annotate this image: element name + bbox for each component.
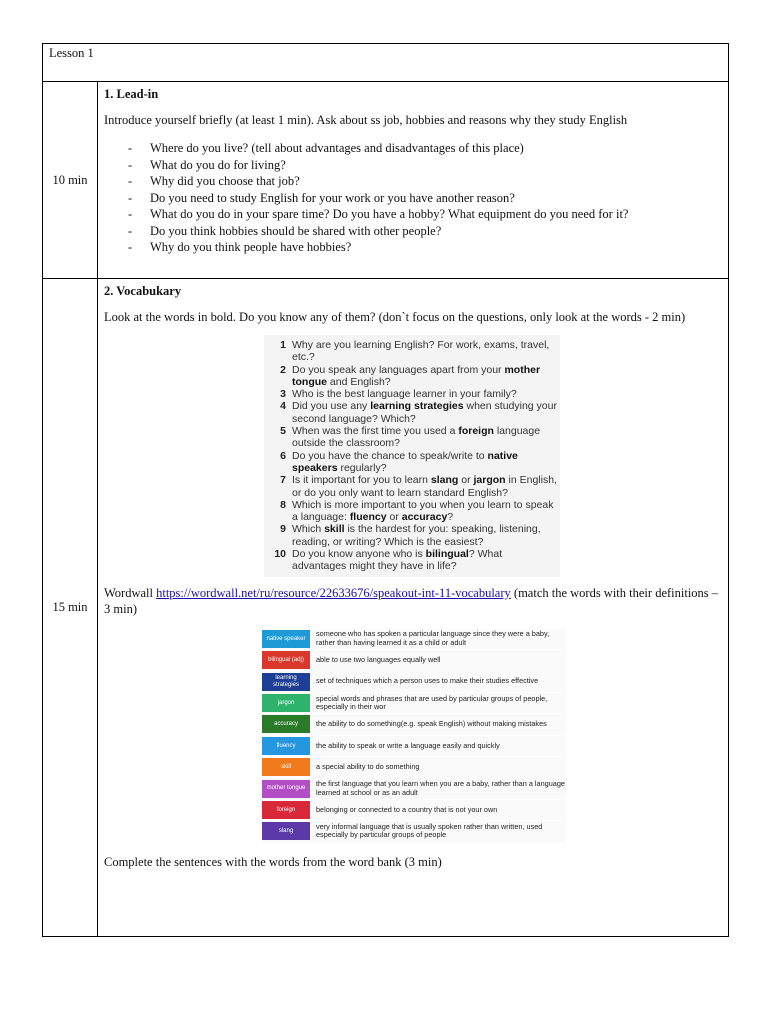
vocab-definition: special words and phrases that are used by particular groups of people, especially in their wor xyxy=(316,693,548,712)
vocab-question-text: Why are you learning English? For work, exams, travel, etc.? xyxy=(292,339,550,364)
vocab-question xyxy=(268,499,558,524)
vocab-term-tag: bilingual (adj) xyxy=(262,651,310,669)
wordwall-line xyxy=(104,585,722,617)
vocab-definition: the ability to do something(e.g. speak English) without making mistakes xyxy=(316,719,547,729)
section-lead-in-row xyxy=(43,82,729,279)
vocab-question xyxy=(268,425,558,450)
vocab-question-text: Is it important for you to learn slang or jargon in English, or do you only want to learn standard English? xyxy=(292,474,557,499)
vocab-question-text: Who is the best language learner in your family? xyxy=(292,388,517,401)
vocab-definition: the first language that you learn when you are a baby, rather than a language learned at school or as an adult xyxy=(316,779,565,797)
vocab-question-text: Do you have the chance to speak/write to native speakers regularly? xyxy=(292,449,518,474)
question-list xyxy=(104,140,722,256)
wordwall-link[interactable]: https://wordwall.net/ru/resource/22633676/speakout-int-11-vocabulary xyxy=(156,585,511,600)
vocab-question-number: 9 xyxy=(280,523,286,536)
vocab-question xyxy=(268,548,558,573)
vocab-definition: someone who has spoken a particular language since they were a baby, rather than having learned it as a child or adult xyxy=(316,629,550,647)
vocab-match-row xyxy=(262,757,566,778)
section-vocabulary-row xyxy=(43,279,729,937)
section-time: 10 min xyxy=(43,82,98,279)
section-content xyxy=(98,279,729,937)
vocab-question-number: 3 xyxy=(280,388,286,401)
vocab-term-tag: skill xyxy=(262,758,310,776)
vocab-question-number: 10 xyxy=(274,548,286,561)
question-item: - Where do you live? (tell about advantages and disadvantages of this place) xyxy=(128,140,722,157)
vocab-question xyxy=(268,339,558,364)
question-item: - What do you do in your spare time? Do you have a hobby? What equipment do you need for it? xyxy=(128,206,722,223)
question-item: - Why did you choose that job? xyxy=(128,173,722,190)
vocab-definition: the ability to speak or write a language easily and quickly xyxy=(316,740,500,750)
question-item: - Do you think hobbies should be shared with other people? xyxy=(128,223,722,240)
vocab-term-tag: mother tongue xyxy=(262,780,310,798)
vocab-question-number: 5 xyxy=(280,425,286,438)
vocab-term-tag: native speaker xyxy=(262,630,310,648)
vocab-question xyxy=(268,388,558,400)
vocab-match-row xyxy=(262,821,566,842)
vocab-question xyxy=(268,450,558,475)
vocab-match-row xyxy=(262,736,566,757)
wordwall-suffix: (match the words with their definitions – 3 min) xyxy=(104,585,719,616)
vocab-question-text: Did you use any learning strategies when studying your second language? Which? xyxy=(292,400,557,425)
vocab-question-number: 1 xyxy=(280,339,286,351)
lesson-title-row xyxy=(43,44,729,82)
vocab-question xyxy=(268,474,558,499)
vocab-definition: a special ability to do something xyxy=(316,761,420,771)
question-item: - What do you do for living? xyxy=(128,157,722,174)
section-content xyxy=(98,82,729,279)
question-item: - Do you need to study English for your work or you have another reason? xyxy=(128,190,722,207)
vocab-instruction: Look at the words in bold. Do you know any of them? (don`t focus on the questions, only look at the words - 2 min) xyxy=(104,310,686,324)
vocab-question xyxy=(268,523,558,548)
vocab-question-text: Do you know anyone who is bilingual? What advantages might they have in life? xyxy=(292,548,503,573)
section-time: 15 min xyxy=(43,279,98,937)
vocab-term-tag: jargon xyxy=(262,694,310,712)
vocab-question-number: 2 xyxy=(280,363,286,376)
section-heading: 2. Vocabukary xyxy=(104,284,182,298)
vocab-question-text: Which skill is the hardest for you: speaking, listening, reading, or writing? Which is the easiest? xyxy=(292,523,541,548)
vocab-term-tag: foreign xyxy=(262,801,310,819)
vocab-term-tag: fluency xyxy=(262,737,310,755)
vocab-match-row xyxy=(262,693,566,714)
vocab-question-number: 7 xyxy=(280,474,286,487)
vocab-match-row xyxy=(262,800,566,821)
vocab-term-tag: slang xyxy=(262,822,310,840)
lesson-plan-table xyxy=(42,43,729,937)
vocab-match-row xyxy=(262,671,566,692)
vocabulary-questions-image xyxy=(264,335,560,577)
section-heading: 1. Lead-in xyxy=(104,87,159,101)
question-item: - Why do you think people have hobbies? xyxy=(128,239,722,256)
vocab-question-text: Do you speak any languages apart from your mother tongue and English? xyxy=(292,363,541,388)
vocab-term-tag: accuracy xyxy=(262,715,310,733)
vocab-match-row xyxy=(262,778,566,799)
vocab-definition: very informal language that is usually spoken rather than written, used especially by particular groups of people xyxy=(316,821,543,840)
vocab-match-row xyxy=(262,650,566,671)
vocab-definition: set of techniques which a person uses to make their studies effective xyxy=(316,676,539,686)
vocab-question xyxy=(268,400,558,425)
vocab-match-row xyxy=(262,629,566,650)
section-intro: Introduce yourself briefly (at least 1 min). Ask about ss job, hobbies and reasons why they study English xyxy=(104,113,628,127)
vocab-question-number: 6 xyxy=(280,449,286,462)
lesson-title: Lesson 1 xyxy=(43,44,729,82)
vocab-definition: able to use two languages equally well xyxy=(316,655,441,665)
wordwall-prefix: Wordwall xyxy=(104,585,157,600)
vocab-question xyxy=(268,364,558,389)
vocabulary-match-image xyxy=(262,629,566,842)
vocab-question-number: 8 xyxy=(280,498,286,511)
vocab-question-number: 4 xyxy=(280,400,286,413)
vocab-match-row xyxy=(262,714,566,735)
vocab-question-text: Which is more important to you when you learn to speak a language: fluency or accuracy? xyxy=(292,498,554,524)
vocab-term-tag: learning strategies xyxy=(262,673,310,691)
vocab-definition: belonging or connected to a country that is not your own xyxy=(316,804,498,814)
final-instruction: Complete the sentences with the words from the word bank (3 min) xyxy=(104,854,442,869)
vocab-question-text: When was the first time you used a foreign language outside the classroom? xyxy=(292,425,541,450)
